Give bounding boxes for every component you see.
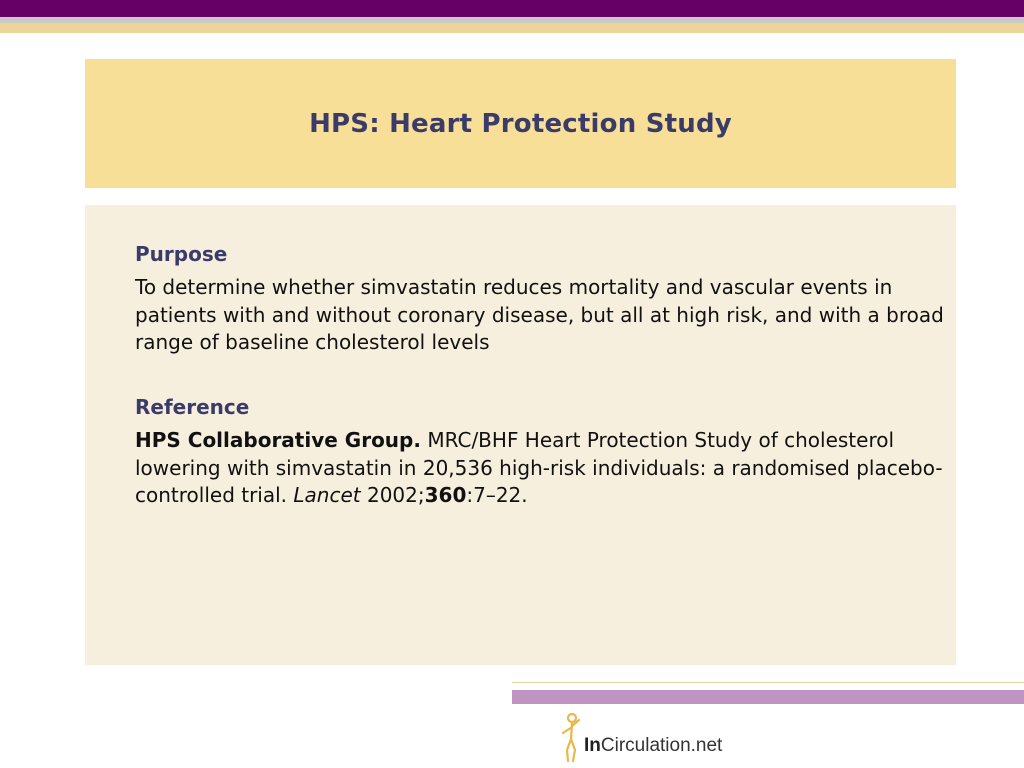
content-box (85, 205, 956, 665)
logo-text (584, 736, 722, 755)
reference-heading: Reference (135, 395, 250, 419)
reference-authors: HPS Collaborative Group. (135, 428, 421, 452)
footer-thin-line (512, 682, 1024, 683)
purpose-text: To determine whether simvastatin reduces mortality and vascular events in patients with and without coronary disease, but all at high risk, and with a broad range of baseline cholesterol levels (135, 275, 944, 354)
logo-brand-rest: Circulation.net (600, 735, 723, 756)
purpose-heading: Purpose (135, 242, 228, 266)
reference-year: 2002; (360, 483, 425, 507)
slide-title: HPS: Heart Protection Study (309, 108, 732, 139)
reference-journal: Lancet (293, 483, 361, 507)
incirculation-logo (556, 712, 722, 764)
footer-purple-band (512, 690, 1024, 704)
top-purple-band (0, 0, 1024, 17)
logo-brand-strong: In (584, 735, 601, 756)
person-figure-icon (556, 712, 582, 764)
reference-pages: :7–22. (466, 483, 528, 507)
reference-text (135, 427, 950, 510)
reference-volume: 360 (424, 483, 467, 507)
reference-title: MRC/BHF Heart Protection Study of cholesterol lowering with simvastatin in 20,536 high-risk individuals: a randomised placebo-controlled trial. (135, 428, 943, 507)
top-gold-band (0, 23, 1024, 33)
title-box (85, 59, 956, 188)
